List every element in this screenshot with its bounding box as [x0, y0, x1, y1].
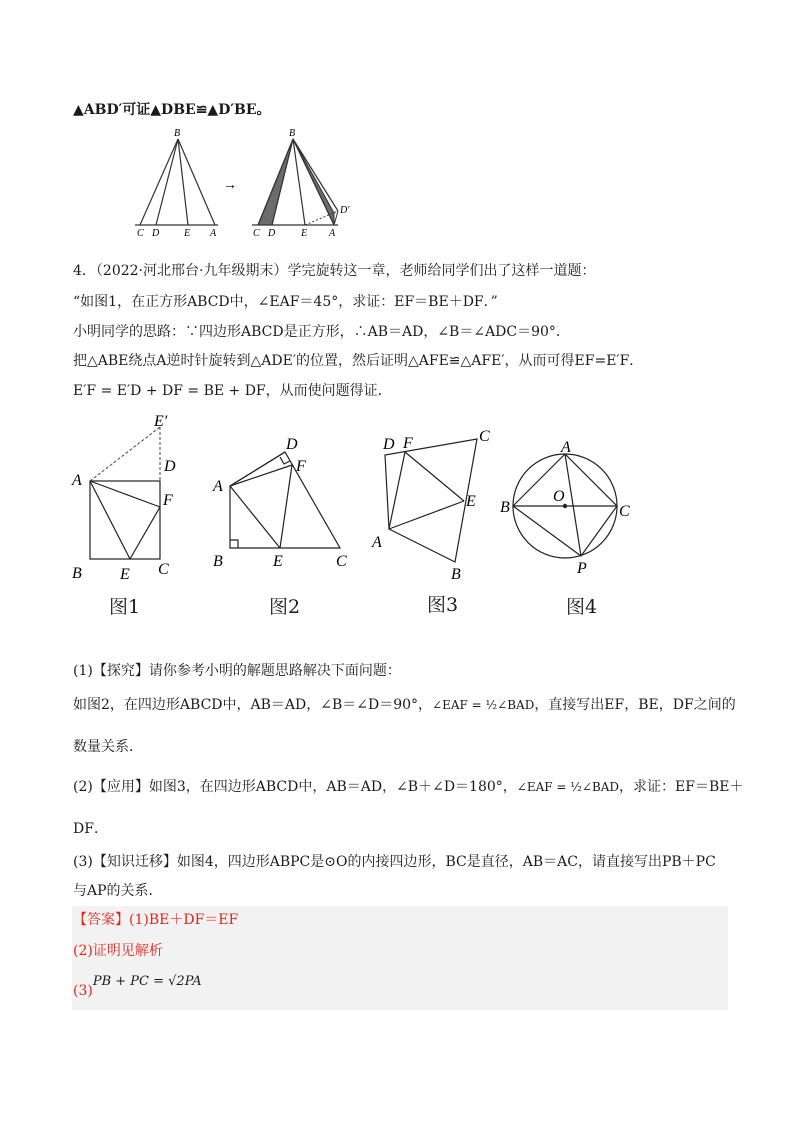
q3-line-2: 与AP的关系． — [73, 883, 163, 899]
fig4-label-C: C — [619, 503, 630, 520]
fig3-label-A: A — [372, 534, 382, 551]
right-label-B: B — [289, 128, 296, 139]
fig3-label-C: C — [479, 428, 490, 445]
answer-tag: 【答案】 — [73, 912, 129, 928]
fig4-caption: 图4 — [566, 596, 598, 618]
q1-text-a: 如图2，在四边形ABCD中，AB＝AD，∠B＝∠D＝90°， — [73, 697, 433, 713]
right-label-E: E — [301, 228, 308, 239]
q2-text-b: ，求证：EF＝BE＋ — [619, 779, 744, 795]
fig4-label-O: O — [553, 488, 565, 505]
left-label-E: E — [184, 228, 191, 239]
fig3-label-E: E — [466, 493, 476, 510]
q2-line-2: DF． — [73, 821, 108, 837]
q1-formula: ∠EAF = ½∠BAD — [432, 698, 535, 712]
q2-formula: ∠EAF = ½∠BAD — [516, 780, 620, 794]
answer-line-3 — [73, 972, 202, 999]
idea-line-2: 把△ABE绕点A逆时针旋转到△ADE′的位置，然后证明△AFE≌△AFE′，从而可得EF=E′F． — [73, 353, 644, 369]
right-label-D: D — [268, 228, 276, 239]
fig3-label-D: D — [383, 436, 395, 453]
q2-text-a: (2)【应用】如图3，在四边形ABCD中，AB＝AD，∠B＋∠D＝180°， — [73, 779, 517, 795]
fig3-caption: 图3 — [427, 594, 459, 616]
arrow-icon: → — [223, 178, 237, 193]
left-label-A: A — [210, 228, 217, 239]
q1-text-b: ，直接写出EF，BE，DF之间的 — [534, 697, 736, 713]
fig1-label-A: A — [72, 472, 82, 489]
q3-line-1: (3)【知识迁移】如图4，四边形ABPC是⊙O的内接四边形，BC是直径，AB＝AC，请直接写出PB＋PC — [73, 854, 716, 870]
answer-3-prefix: (3) — [73, 983, 93, 999]
fig1-label-F: F — [163, 492, 173, 509]
fig2-label-F: F — [296, 458, 306, 475]
right-label-Dp: D′ — [340, 205, 350, 216]
fig2-label-E: E — [273, 553, 283, 570]
problem-source: （2022·河北邢台·九年级期末）学完旋转这一章，老师给同学们出了这样一道题： — [95, 263, 596, 279]
answer-2: (2)证明见解析 — [73, 943, 163, 959]
fig1-caption: 图1 — [109, 596, 141, 618]
idea-line-1: 小明同学的思路：∵四边形ABCD是正方形，∴AB＝AD，∠B＝∠ADC＝90°． — [73, 324, 570, 340]
fig1-label-C: C — [158, 561, 169, 578]
q1-line-3: 数量关系． — [73, 739, 143, 755]
fig2-label-B: B — [213, 553, 223, 570]
q1-line-2 — [73, 696, 736, 714]
q2-line-1 — [73, 778, 744, 796]
top-triangle-figure — [100, 125, 360, 243]
problem-quote: “如图1，在正方形ABCD中，∠EAF＝45°，求证：EF＝BE＋DF．” — [73, 294, 498, 310]
q1-line-1: (1)【探究】请你参考小明的解题思路解决下面问题： — [73, 663, 401, 679]
left-label-D: D — [152, 228, 160, 239]
idea-line-3: E′F = E′D + DF = BE + DF，从而使问题得证． — [73, 383, 392, 399]
fig2-label-A: A — [213, 478, 223, 495]
fig1-label-E: E — [120, 566, 130, 582]
fig4-label-P: P — [577, 560, 587, 575]
fig4-label-A: A — [561, 439, 571, 456]
right-label-A: A — [329, 228, 336, 239]
answer-line-1 — [73, 911, 238, 929]
fig1-label-B: B — [72, 565, 82, 582]
fig1-label-D: D — [164, 458, 176, 475]
problem-number: 4． — [73, 263, 96, 279]
top-statement: ▲ABD′可证▲DBE≌▲D′BE。 — [73, 102, 271, 118]
figure-2 — [210, 430, 360, 580]
fig2-label-D: D — [286, 436, 298, 453]
fig1-label-E-prime: E′ — [154, 413, 168, 430]
figure-3 — [365, 422, 505, 582]
answer-1: (1)BE＋DF＝EF — [129, 912, 239, 928]
figure-1 — [70, 410, 190, 582]
figure-4 — [500, 435, 640, 575]
fig4-label-B: B — [500, 499, 510, 516]
right-label-C: C — [253, 228, 260, 239]
fig3-label-B: B — [451, 566, 461, 582]
fig3-label-F: F — [403, 435, 413, 452]
right-triangle — [252, 139, 338, 225]
left-label-B: B — [174, 128, 181, 139]
fig2-caption: 图2 — [269, 596, 301, 618]
problem-header — [73, 262, 595, 280]
left-label-C: C — [137, 228, 144, 239]
answer-3-formula: PB + PC = √2PA — [92, 974, 202, 989]
fig2-label-C: C — [336, 553, 347, 570]
left-triangle — [135, 139, 218, 225]
